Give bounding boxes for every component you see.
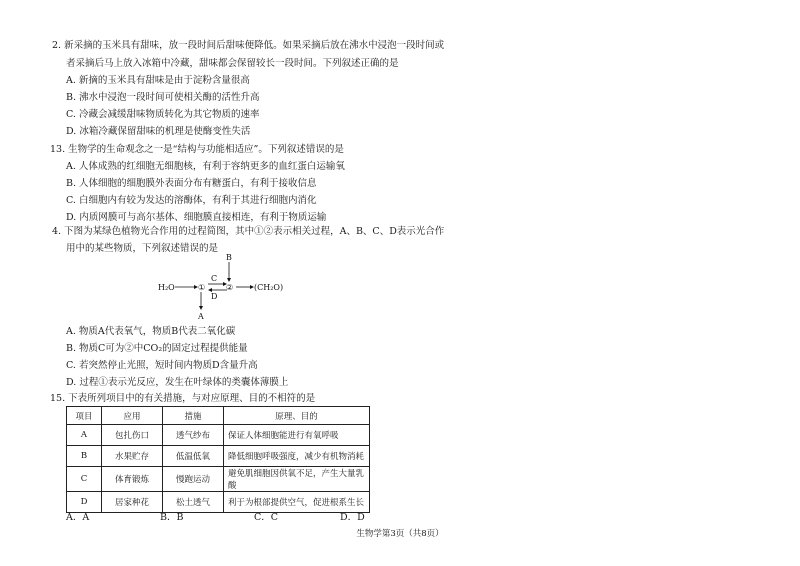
table-cell: 降低细胞呼吸强度，减少有机物消耗 bbox=[224, 446, 370, 467]
q14-option-a: A. 物质A代表氧气，物质B代表二氧化碳 bbox=[66, 326, 236, 337]
diagram-step2: ② bbox=[226, 283, 234, 292]
q15-choice-c: C．C bbox=[254, 512, 279, 523]
q14-option-c: C. 若突然停止光照，短时间内物质D含量升高 bbox=[66, 360, 258, 371]
table-header-cell: 原理、目的 bbox=[224, 407, 370, 425]
q13-option-a: A. 人体成熟的红细胞无细胞核，有利于容纳更多的血红蛋白运输氧 bbox=[66, 161, 345, 172]
table-cell: 利于为根部提供空气，促进根系生长 bbox=[224, 492, 370, 513]
q15-choice-b: B．B bbox=[160, 512, 184, 523]
table-cell: B bbox=[67, 446, 102, 467]
diagram-d: D bbox=[211, 292, 218, 301]
q15-table bbox=[66, 406, 370, 513]
q15-stem: 15. 下表所列项目中的有关措施，与对应原理、目的不相符的是 bbox=[50, 393, 316, 404]
diagram-product: (CH₂O) bbox=[254, 283, 284, 292]
q13-option-d: D. 内质网膜可与高尔基体、细胞膜直接相连，有利于物质运输 bbox=[66, 212, 327, 223]
table-cell: A bbox=[67, 425, 102, 446]
arrowhead-1-to-a bbox=[199, 306, 203, 310]
q12-option-b: B. 沸水中浸泡一段时间可使相关酶的活性升高 bbox=[66, 92, 260, 103]
table-header-row bbox=[67, 407, 370, 425]
table-header-cell: 措施 bbox=[163, 407, 224, 425]
table-cell: 居家种花 bbox=[102, 492, 163, 513]
q13-option-b: B. 人体细胞的细胞膜外表面分布有糖蛋白，有利于接收信息 bbox=[66, 178, 317, 189]
arrowhead-b-to-2 bbox=[227, 278, 231, 282]
q14-option-b: B. 物质C可为②中CO₂的固定过程提供能量 bbox=[66, 343, 248, 354]
table-header-cell: 项目 bbox=[67, 407, 102, 425]
q14-stem-line1: 4. 下图为某绿色植物光合作用的过程简图，其中①②表示相关过程，A、B、C、D表示光合作 bbox=[52, 226, 445, 237]
q15-choice-d: D．D bbox=[340, 512, 365, 523]
q13-option-c: C. 白细胞内有较为发达的溶酶体，有利于其进行细胞内消化 bbox=[66, 195, 317, 206]
diagram-step1: ① bbox=[198, 283, 206, 292]
table-row bbox=[67, 467, 370, 492]
q12-option-d: D. 冰箱冷藏保留甜味的机理是使酶变性失活 bbox=[66, 126, 251, 137]
table-cell: 松土透气 bbox=[163, 492, 224, 513]
q12-stem-line2: 者采摘后马上放入冰箱中冷藏，甜味都会保留较长一段时间。下列叙述正确的是 bbox=[66, 58, 399, 69]
table-row bbox=[67, 446, 370, 467]
page-footer: 生物学第3页（共8页） bbox=[356, 529, 444, 539]
photosynthesis-diagram bbox=[140, 250, 340, 320]
q15-choice-a: A．A bbox=[66, 512, 90, 523]
q14-option-d: D. 过程①表示光反应，发生在叶绿体的类囊体薄膜上 bbox=[66, 377, 289, 388]
table-cell: 慢跑运动 bbox=[163, 467, 224, 492]
q12-option-a: A. 新摘的玉米具有甜味是由于淀粉含量很高 bbox=[66, 75, 250, 86]
diagram-h2o: H₂O bbox=[158, 283, 175, 292]
q12-stem-line1: 2. 新采摘的玉米具有甜味，放一段时间后甜味便降低。如果采摘后放在沸水中浸泡一段时间或 bbox=[52, 40, 445, 51]
q12-option-c: C. 冷藏会减缓甜味物质转化为其它物质的速率 bbox=[66, 109, 260, 120]
table-row bbox=[67, 492, 370, 513]
q13-stem: 13. 生物学的生命观念之一是“结构与功能相适应”。下列叙述错误的是 bbox=[50, 144, 344, 155]
table-header-cell: 应用 bbox=[102, 407, 163, 425]
table-row bbox=[67, 425, 370, 446]
table-cell: 水果贮存 bbox=[102, 446, 163, 467]
table-cell: D bbox=[67, 492, 102, 513]
table-cell: 低温低氧 bbox=[163, 446, 224, 467]
table-cell: 透气纱布 bbox=[163, 425, 224, 446]
table-cell: 体育锻炼 bbox=[102, 467, 163, 492]
diagram-c: C bbox=[211, 274, 218, 283]
q14-stem-line2: 用中的某些物质，下列叙述错误的是 bbox=[66, 243, 219, 254]
table-cell: 包扎伤口 bbox=[102, 425, 163, 446]
diagram-b: B bbox=[226, 253, 232, 262]
table-cell: C bbox=[67, 467, 102, 492]
table-cell: 保证人体细胞能进行有氧呼吸 bbox=[224, 425, 370, 446]
diagram-a: A bbox=[198, 312, 204, 320]
table-cell: 避免肌细胞因供氧不足，产生大量乳酸 bbox=[224, 467, 370, 492]
